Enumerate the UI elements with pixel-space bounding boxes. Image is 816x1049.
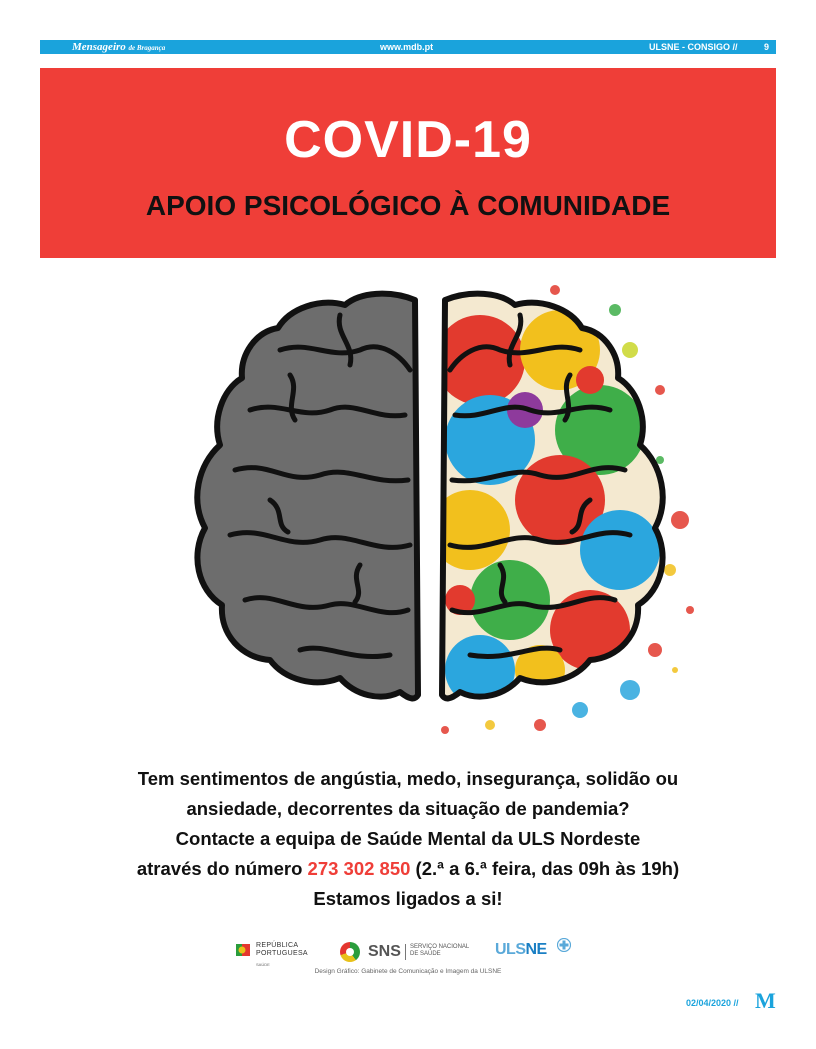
ulsne-logo: [495, 938, 585, 968]
message-line-2: ansiedade, decorrentes da situação de pandemia?: [186, 798, 630, 819]
republica-portuguesa-logo: [236, 940, 316, 970]
design-credit: Design Gráfico: Gabinete de Comunicação e Imagem da ULSNE: [314, 968, 502, 975]
banner-title: COVID-19: [284, 111, 532, 169]
page-number: 9: [764, 42, 770, 52]
sns-desc-line-1: SERVIÇO NACIONAL: [410, 944, 470, 950]
phone-number[interactable]: 273 302 850: [307, 858, 411, 879]
sns-divider: [405, 944, 406, 960]
sns-name: SNS: [368, 943, 401, 960]
brain-icon: [160, 270, 700, 740]
brand-name: Mensageiro: [72, 41, 126, 53]
sns-circle-icon: [340, 942, 360, 962]
header-bar: [40, 40, 776, 54]
flag-icon: [236, 940, 252, 960]
issue-date: 02/04/2020 //: [686, 998, 739, 1008]
message-line-5: Estamos ligados a si!: [313, 888, 503, 909]
covid-banner: [40, 68, 776, 258]
message-line-1: Tem sentimentos de angústia, medo, insegurança, solidão ou: [137, 768, 679, 789]
sns-logo: [340, 940, 480, 970]
plus-icon: [557, 938, 571, 952]
message-line-4: [40, 854, 776, 884]
site-url[interactable]: www.mdb.pt: [380, 42, 434, 52]
message-line-4-suffix: (2.ª a 6.ª feira, das 09h às 19h): [410, 858, 680, 879]
section-label: ULSNE - CONSIGO //: [649, 42, 738, 52]
republica-line-2: PORTUGUESA: [256, 950, 308, 957]
newspaper-mark: M: [755, 988, 776, 1013]
banner-subtitle: APOIO PSICOLÓGICO À COMUNIDADE: [145, 190, 671, 221]
republica-sub: SAÚDE: [256, 962, 270, 967]
uls-prefix: ULS: [495, 941, 526, 958]
sns-desc-line-2: DE SAÚDE: [410, 951, 441, 957]
brand-suffix: de Bragança: [128, 44, 166, 52]
newspaper-brand: [72, 40, 165, 55]
brain-left-hemisphere: [197, 294, 418, 699]
uls-suffix: NE: [525, 941, 547, 958]
support-message: [40, 764, 776, 914]
message-line-4-prefix: através do número: [136, 858, 308, 879]
republica-line-1: REPÚBLICA: [256, 942, 299, 949]
message-line-3: Contacte a equipa de Saúde Mental da ULS Nordeste: [175, 828, 641, 849]
